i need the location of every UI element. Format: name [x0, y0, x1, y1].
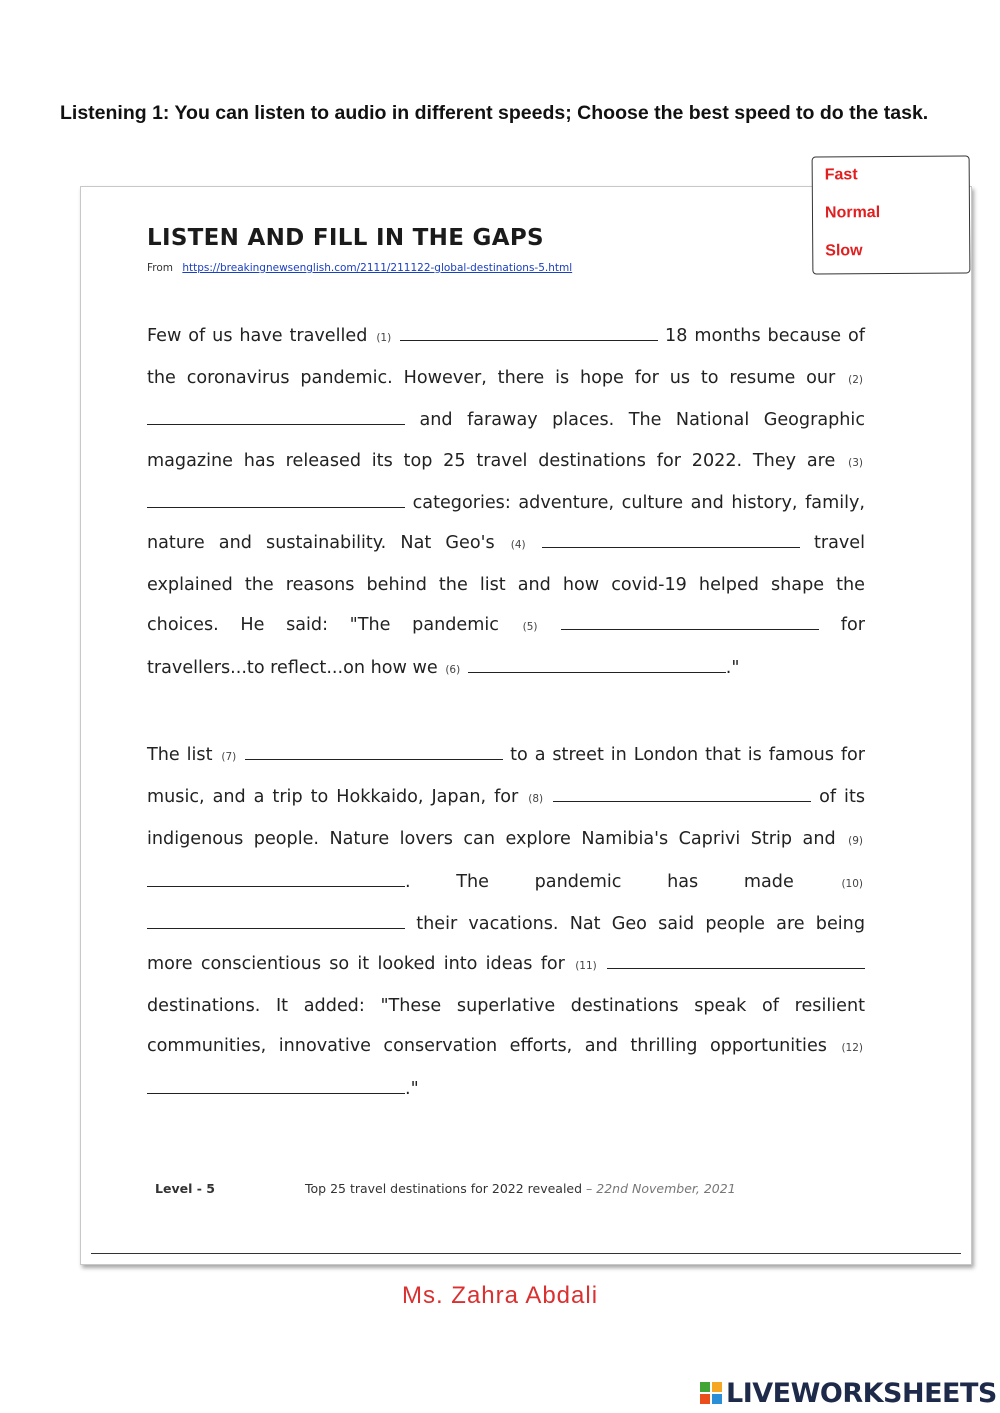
footer-date: – 22nd November, 2021	[586, 1181, 736, 1196]
text-segment: ."	[725, 657, 740, 678]
source-link[interactable]: https://breakingnewsenglish.com/2111/211122-global-destinations-5.html	[182, 262, 573, 274]
speed-fast-option[interactable]: Fast	[824, 166, 858, 184]
gap-input-11[interactable]	[607, 954, 865, 969]
text-segment: travel explained the reasons behind the list and how covid-19 helped shape the choices. He said: "The pandemic	[147, 533, 866, 636]
source-prefix: From	[147, 262, 174, 274]
gap-input-1[interactable]	[400, 326, 658, 341]
gap-input-12[interactable]	[147, 1079, 405, 1094]
logo-grid-icon	[700, 1382, 722, 1404]
text-segment: 18 months because of the coronavirus pandemic. However, there is hope for us to resume our	[147, 326, 866, 389]
text-segment: Few of us have travelled	[147, 326, 368, 346]
text-segment: and faraway places. The National Geographic magazine has released its top 25 travel destinations for 2022. They are	[147, 410, 865, 471]
source-line	[147, 262, 572, 274]
speed-slow-option[interactable]: Slow	[825, 242, 863, 260]
gap-number-2: (2)	[848, 374, 864, 387]
footer-title: Top 25 travel destinations for 2022 revealed	[305, 1181, 583, 1196]
liveworksheets-logo	[700, 1376, 997, 1410]
gap-input-6[interactable]	[468, 658, 726, 673]
text-segment: their vacations. Nat Geo said people are being more conscientious so it looked into ideas for	[147, 913, 866, 975]
paragraph-1	[147, 316, 865, 690]
worksheet-page	[80, 186, 972, 1265]
gap-number-9: (9)	[848, 835, 863, 848]
speed-selector	[812, 155, 971, 274]
text-segment: . The pandemic has made	[405, 871, 794, 892]
gap-input-9[interactable]	[147, 872, 405, 887]
author-name: Ms. Zahra Abdali	[401, 1282, 599, 1309]
gap-number-1: (1)	[376, 332, 392, 344]
text-segment: destinations. It added: "These superlative destinations speak of resilient communities, innovative conservation efforts, and thrilling opportunities	[147, 996, 865, 1057]
gap-number-11: (11)	[575, 960, 597, 973]
gap-input-2[interactable]	[147, 410, 405, 425]
gap-number-3: (3)	[848, 456, 863, 469]
gap-number-12: (12)	[841, 1042, 863, 1055]
text-segment: ."	[405, 1078, 419, 1099]
text-segment: The list	[147, 745, 213, 765]
gap-number-10: (10)	[841, 877, 863, 890]
text-segment: categories: adventure, culture and history, family, nature and sustainability. Nat Geo's	[147, 492, 866, 554]
gap-number-7: (7)	[221, 751, 237, 763]
gap-input-10[interactable]	[147, 914, 405, 929]
text-segment: of its indigenous people. Nature lovers can explore Namibia's Caprivi Strip and	[147, 787, 866, 850]
level-label: Level - 5	[155, 1181, 215, 1196]
gap-input-5[interactable]	[561, 615, 819, 630]
gap-number-4: (4)	[510, 539, 526, 552]
text-segment: for travellers...to reflect...on how we	[147, 615, 865, 678]
gap-input-7[interactable]	[245, 745, 503, 760]
text-segment: to a street in London that is famous for music, and a trip to Hokkaido, Japan, for	[147, 745, 866, 808]
gap-input-8[interactable]	[553, 787, 811, 802]
gap-number-5: (5)	[522, 621, 538, 634]
divider	[91, 1253, 961, 1254]
speed-normal-option[interactable]: Normal	[824, 204, 881, 222]
gap-input-3[interactable]	[147, 493, 405, 508]
paragraph-2	[147, 735, 865, 1109]
gap-number-8: (8)	[528, 793, 544, 806]
instructions-text: Listening 1: You can listen to audio in different speeds; Choose the best speed to do the task.	[60, 102, 929, 124]
gap-input-4[interactable]	[542, 533, 800, 548]
footer-article	[305, 1181, 736, 1196]
gap-number-6: (6)	[445, 663, 461, 676]
worksheet-title: LISTEN AND FILL IN THE GAPS	[147, 225, 544, 251]
brand-name: LIVEWORKSHEETS	[726, 1377, 997, 1409]
